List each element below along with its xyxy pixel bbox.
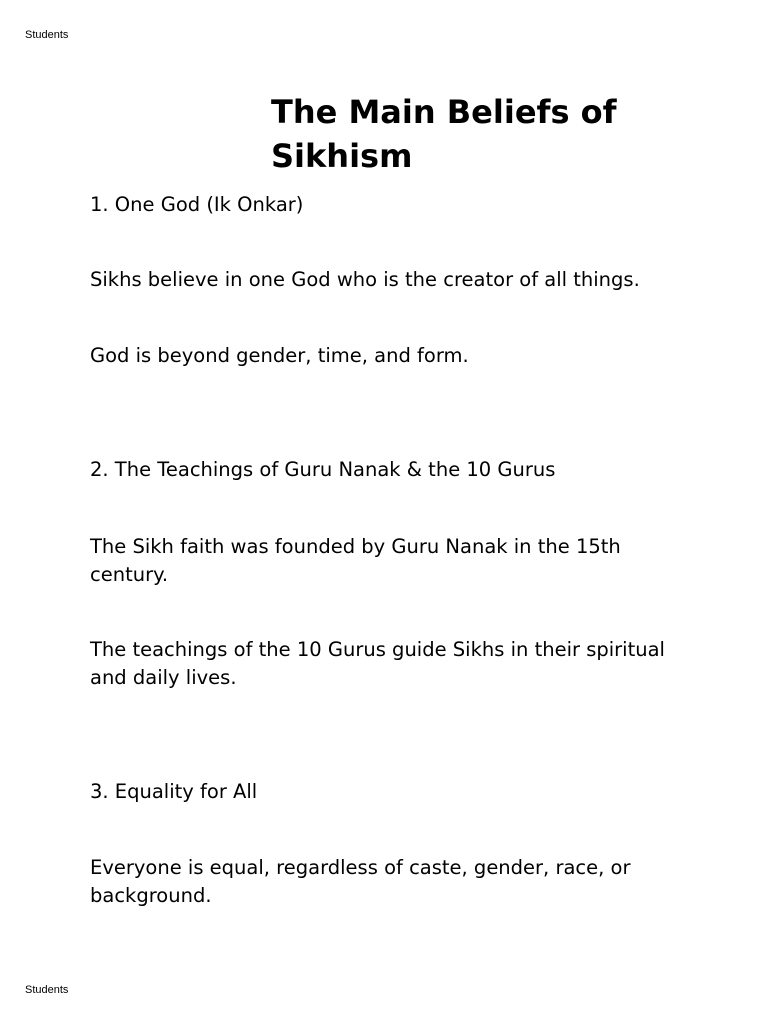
page-title: The Main Beliefs of Sikhism bbox=[271, 93, 617, 175]
section-3-heading: 3. Equality for All bbox=[90, 780, 258, 803]
section-1-paragraph-2: God is beyond gender, time, and form. bbox=[90, 344, 469, 367]
section-3-paragraph-1: Everyone is equal, regardless of caste, gender, race, or background. bbox=[90, 856, 631, 907]
section-2-paragraph-1: The Sikh faith was founded by Guru Nanak in the 15th century. bbox=[90, 535, 621, 586]
page-footer-label: Students bbox=[25, 984, 69, 996]
section-1-paragraph-1: Sikhs believe in one God who is the creator of all things. bbox=[90, 268, 640, 291]
section-2-paragraph-2: The teachings of the 10 Gurus guide Sikhs in their spiritual and daily lives. bbox=[90, 638, 665, 689]
section-1-heading: 1. One God (Ik Onkar) bbox=[90, 193, 304, 216]
section-2-heading: 2. The Teachings of Guru Nanak & the 10 Gurus bbox=[90, 458, 556, 481]
page-header-label: Students bbox=[25, 29, 69, 41]
